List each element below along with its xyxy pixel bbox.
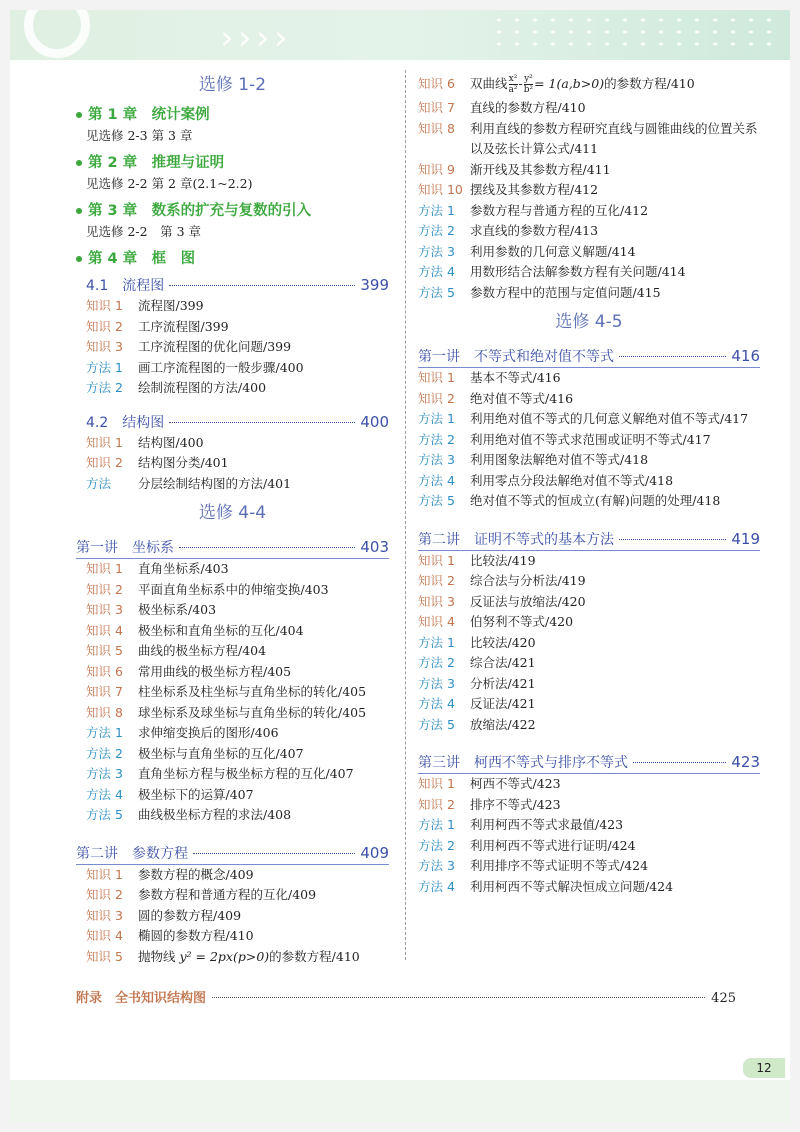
item-label: 方法 1	[418, 411, 455, 426]
dot-leader	[169, 422, 355, 423]
spacer	[418, 735, 760, 743]
bullet-icon	[76, 160, 82, 166]
item-label: 方法 4	[418, 264, 455, 279]
toc-item[interactable]	[418, 856, 760, 877]
spacer	[76, 826, 389, 834]
toc-item[interactable]	[418, 242, 760, 263]
toc-item[interactable]	[76, 337, 389, 358]
item-text: 参数方程中的范围与定值问题/415	[470, 284, 661, 300]
item-text: 结构图/400	[138, 434, 204, 450]
toc-item[interactable]	[76, 600, 389, 621]
toc-item[interactable]	[418, 283, 760, 304]
item-label: 知识 1	[86, 298, 123, 313]
subsection-heading[interactable]	[76, 274, 389, 296]
item-text: 绝对值不等式/416	[470, 390, 574, 406]
item-text: 分层绘制结构图的方法/401	[138, 475, 292, 491]
toc-item[interactable]	[76, 926, 389, 947]
dot-leader	[179, 547, 355, 548]
page-number: 12	[743, 1058, 785, 1078]
toc-item[interactable]	[418, 450, 760, 471]
fraction	[524, 74, 533, 95]
toc-list	[76, 433, 389, 495]
toc-item[interactable]	[76, 559, 389, 580]
item-text: 比较法/419	[470, 552, 536, 568]
toc-item[interactable]	[418, 571, 760, 592]
item-label: 知识 1	[86, 434, 123, 450]
item-label: 知识 3	[86, 339, 123, 354]
toc-item[interactable]	[418, 430, 760, 451]
chapter-title: 第 4 章 框 图	[88, 251, 196, 267]
item-label: 方法 2	[418, 223, 455, 238]
toc-item[interactable]	[418, 551, 760, 572]
bullet-icon	[76, 112, 82, 118]
bullet-icon	[76, 208, 82, 214]
item-label: 方法 5	[86, 807, 123, 822]
item-text: 利用参数的几何意义解题/414	[470, 243, 636, 259]
toc-item[interactable]	[418, 221, 760, 242]
item-label: 方法 5	[418, 284, 455, 300]
toc-item[interactable]	[418, 877, 760, 898]
numerator: y²	[524, 74, 533, 84]
left-column	[76, 70, 389, 967]
chapter-heading[interactable]	[76, 152, 389, 174]
dot-leader	[619, 539, 726, 540]
item-label: 方法 3	[418, 452, 455, 467]
item-text: 综合法与分析法/419	[470, 573, 586, 588]
item-label: 方法 2	[86, 745, 123, 761]
dot-leader	[169, 285, 355, 286]
item-label: 知识 6	[418, 76, 455, 91]
toc-item[interactable]	[418, 368, 760, 389]
item-label: 方法 1	[418, 202, 455, 218]
item-label: 知识 9	[418, 161, 455, 177]
item-label: 知识 3	[418, 593, 455, 609]
item-text: 求直线的参数方程/413	[470, 223, 599, 238]
see-reference: 见选修 2-3 第 3 章	[86, 128, 193, 143]
toc-item[interactable]	[418, 70, 760, 98]
item-label: 知识 5	[86, 948, 123, 964]
item-text: 利用直线的参数方程研究直线与圆锥曲线的位置关系以及弦长计算公式/411	[470, 120, 758, 156]
denominator: b²	[523, 85, 534, 95]
denominator: a²	[508, 85, 518, 95]
item-text: 曲线的极坐标方程/404	[138, 643, 267, 658]
toc-list	[418, 368, 760, 512]
toc-list	[76, 296, 389, 399]
item-label: 方法 3	[86, 766, 123, 781]
item-text: 利用柯西不等式解决恒成立问题/424	[470, 878, 674, 894]
item-label: 知识 1	[86, 561, 123, 576]
item-label: 方法 1	[418, 634, 455, 650]
formula: y² = 2px(p>0)	[179, 948, 270, 964]
item-label: 方法 3	[418, 243, 455, 259]
toc-list	[76, 559, 389, 826]
dot-leader	[212, 997, 705, 998]
item-text-prefix: 抛物线	[138, 948, 180, 964]
item-label: 知识 7	[86, 684, 123, 699]
item-text: 椭圆的参数方程/410	[138, 928, 254, 943]
toc-item[interactable]	[418, 119, 760, 160]
item-text: 渐开线及其参数方程/411	[470, 161, 611, 177]
page	[10, 10, 790, 1122]
item-label: 方法 2	[418, 655, 455, 670]
circle-decoration	[24, 10, 90, 58]
fraction	[509, 74, 518, 95]
toc-item[interactable]	[418, 795, 760, 816]
item-label: 方法 1	[86, 359, 123, 375]
item-label: 知识 4	[86, 622, 123, 638]
column-divider	[405, 70, 406, 960]
chapter-heading[interactable]	[76, 104, 389, 126]
item-text-suffix: 的参数方程/410	[604, 76, 695, 91]
chevron-decoration: ›	[238, 18, 252, 58]
appendix-entry[interactable]	[76, 988, 736, 1010]
page-ref: 423	[731, 753, 760, 771]
item-label: 知识 2	[418, 390, 455, 406]
item-label: 知识 1	[418, 370, 455, 385]
item-text: 极坐标下的运算/407	[138, 786, 254, 802]
item-text: 比较法/420	[470, 634, 536, 650]
page-ref: 425	[711, 991, 736, 1006]
item-label: 知识 2	[418, 573, 455, 588]
item-text: 柱坐标系及柱坐标与直角坐标的转化/405	[138, 684, 367, 699]
page-ref: 416	[731, 347, 760, 365]
item-text-prefix: 双曲线	[470, 76, 508, 91]
item-label: 知识 10	[418, 182, 463, 197]
item-label: 知识 6	[86, 663, 123, 679]
toc-item[interactable]	[76, 474, 389, 495]
toc-item[interactable]	[418, 180, 760, 201]
lecture-heading[interactable]	[76, 536, 389, 559]
item-text: 分析法/421	[470, 675, 536, 691]
item-text: 平面直角坐标系中的伸缩变换/403	[138, 581, 329, 597]
item-text: 利用绝对值不等式求范围或证明不等式/417	[470, 431, 711, 447]
page-ref: 400	[360, 412, 389, 431]
item-text: 反证法与放缩法/420	[470, 593, 586, 609]
item-text: 利用绝对值不等式的几何意义解绝对值不等式/417	[470, 411, 749, 426]
item-label: 方法 1	[86, 725, 123, 740]
item-text: 绝对值不等式的恒成立(有解)问题的处理/418	[470, 493, 721, 508]
item-label: 方法 2	[86, 380, 123, 395]
item-label: 方法 1	[418, 817, 455, 832]
item-text: 直角坐标方程与极坐标方程的互化/407	[138, 766, 354, 781]
item-text: 球坐标系及球坐标与直角坐标的转化/405	[138, 704, 367, 720]
spacer	[418, 512, 760, 520]
toc-item[interactable]	[418, 471, 760, 492]
header-band	[10, 10, 790, 60]
item-label: 方法 4	[418, 472, 455, 488]
item-text: 排序不等式/423	[470, 796, 561, 812]
item-label: 知识 3	[86, 602, 123, 617]
toc-item[interactable]	[76, 621, 389, 642]
item-text: 结构图分类/401	[138, 455, 229, 470]
page-ref: 399	[360, 276, 389, 294]
toc-item[interactable]	[76, 317, 389, 338]
lecture-heading[interactable]	[418, 751, 760, 774]
item-label: 方法 3	[418, 675, 455, 691]
right-column	[418, 70, 760, 897]
item-text: 利用柯西不等式求最值/423	[470, 817, 624, 832]
lecture-title: 第二讲 参数方程	[76, 845, 188, 862]
toc-item[interactable]	[76, 785, 389, 806]
section-title: 选修 4-5	[555, 312, 623, 332]
item-text: 放缩法/422	[470, 716, 536, 732]
item-text: 参数方程与普通方程的互化/412	[470, 202, 649, 218]
item-text: 用数形结合法解参数方程有关问题/414	[470, 264, 686, 279]
toc-item[interactable]	[418, 674, 760, 695]
chevron-decoration: ›	[256, 18, 270, 58]
item-text: 极坐标和直角坐标的互化/404	[138, 622, 304, 638]
item-text: 利用图象法解绝对值不等式/418	[470, 452, 649, 467]
item-text: 利用柯西不等式进行证明/424	[470, 837, 636, 853]
item-label: 方法 3	[418, 858, 455, 873]
toc-item[interactable]	[76, 805, 389, 826]
toc-item[interactable]	[418, 774, 760, 795]
toc-item[interactable]	[76, 906, 389, 927]
item-label: 方法	[86, 475, 112, 491]
chevron-decoration: ›	[274, 18, 288, 58]
toc-item[interactable]	[418, 201, 760, 222]
item-text: 求伸缩变换后的图形/406	[138, 725, 279, 740]
toc-item[interactable]	[76, 641, 389, 662]
chapter-title: 第 1 章 统计案例	[88, 107, 210, 123]
toc-item[interactable]	[76, 744, 389, 765]
toc-item[interactable]	[418, 491, 760, 512]
lecture-heading[interactable]	[76, 842, 389, 865]
chapter-title: 第 2 章 推理与证明	[88, 155, 225, 171]
formula: = 1(a,b>0)	[534, 76, 605, 91]
lecture-heading[interactable]	[418, 528, 760, 551]
subsection-title: 4.2 结构图	[86, 414, 165, 431]
dot-leader	[633, 762, 726, 763]
item-text: 直角坐标系/403	[138, 561, 229, 576]
toc-item[interactable]	[76, 358, 389, 379]
item-text: 基本不等式/416	[470, 370, 561, 385]
item-text: 参数方程的概念/409	[138, 866, 254, 882]
section-title: 选修 1-2	[198, 75, 267, 95]
item-label: 方法 5	[418, 716, 455, 732]
item-text: 曲线极坐标方程的求法/408	[138, 807, 292, 822]
lecture-title: 第一讲 坐标系	[76, 540, 174, 556]
toc-item[interactable]	[76, 682, 389, 703]
toc-item[interactable]	[418, 836, 760, 857]
see-reference: 见选修 2-2 第 3 章	[86, 224, 202, 239]
item-label: 方法 2	[418, 431, 455, 447]
dot-leader	[619, 356, 726, 357]
item-label: 方法 4	[418, 696, 455, 711]
item-label: 知识 5	[86, 643, 123, 658]
page-ref: 403	[360, 538, 389, 556]
item-text: 绘制流程图的方法/400	[138, 380, 267, 395]
toc-item[interactable]	[418, 160, 760, 181]
item-text-suffix: 的参数方程/410	[269, 948, 360, 964]
subsection-title: 4.1 流程图	[86, 278, 165, 294]
item-text: 画工序流程图的一般步骤/400	[138, 359, 304, 375]
item-label: 知识 1	[418, 552, 455, 568]
toc-item[interactable]	[76, 580, 389, 601]
item-text: 工序流程图/399	[138, 318, 229, 334]
toc-item[interactable]	[418, 653, 760, 674]
chapter-title: 第 3 章 数系的扩充与复数的引入	[88, 203, 312, 219]
item-text: 综合法/421	[470, 655, 536, 670]
toc-item[interactable]	[418, 592, 760, 613]
toc-item[interactable]	[76, 885, 389, 906]
item-text: 常用曲线的极坐标方程/405	[138, 663, 292, 679]
item-text: 双曲线 $\frac{\text{x²}}{\text{a²}}$ - $\frac{\text{y²}}{\text{b²}}$ = 1(a,b>0)的参数方程/410	[470, 74, 695, 95]
item-label: 知识 1	[86, 866, 123, 882]
toc-list	[418, 98, 760, 303]
dot-leader	[193, 853, 355, 854]
item-text: 工序流程图的优化问题/399	[138, 339, 292, 354]
toc-item[interactable]	[418, 694, 760, 715]
item-label: 方法 4	[418, 878, 455, 894]
toc-item[interactable]	[76, 703, 389, 724]
item-text: 反证法/421	[470, 696, 536, 711]
item-label: 知识 2	[418, 796, 455, 812]
subsection-heading[interactable]	[76, 411, 389, 433]
toc-list	[76, 865, 389, 947]
item-text: 利用排序不等式证明不等式/424	[470, 858, 649, 873]
item-text: 极坐标系/403	[138, 602, 217, 617]
chapter-heading[interactable]	[76, 248, 389, 270]
item-label: 知识 8	[418, 120, 455, 136]
page-ref: 419	[731, 529, 760, 548]
item-label: 知识 7	[418, 100, 455, 115]
toc-item[interactable]	[76, 723, 389, 744]
toc-item[interactable]	[76, 947, 389, 968]
section-title: 选修 4-4	[198, 503, 267, 523]
toc-item[interactable]	[418, 612, 760, 633]
toc-item[interactable]	[76, 865, 389, 886]
spacer	[76, 399, 389, 407]
see-reference: 见选修 2-2 第 2 章(2.1~2.2)	[86, 176, 253, 191]
page-ref: 409	[360, 843, 389, 862]
item-label: 方法 4	[86, 786, 123, 802]
item-label: 知识 2	[86, 581, 123, 597]
toc-item[interactable]	[418, 633, 760, 654]
item-label: 知识 8	[86, 704, 123, 720]
item-text: 直线的参数方程/410	[470, 100, 586, 115]
toc-item[interactable]	[76, 378, 389, 399]
item-text: 极坐标与直角坐标的互化/407	[138, 745, 304, 761]
item-label: 知识 3	[86, 907, 123, 923]
toc-item[interactable]	[418, 715, 760, 736]
toc-item[interactable]	[418, 98, 760, 119]
numerator: x²	[508, 74, 518, 84]
item-text	[138, 947, 389, 968]
item-text: 柯西不等式/423	[470, 776, 561, 791]
toc-item[interactable]	[76, 433, 389, 454]
item-label: 知识 1	[418, 776, 455, 791]
bullet-icon	[76, 256, 82, 262]
toc-list	[418, 551, 760, 736]
item-text: 流程图/399	[138, 298, 204, 313]
footer-band	[10, 1080, 790, 1122]
toc-item[interactable]	[418, 815, 760, 836]
toc-item[interactable]	[76, 453, 389, 474]
item-label: 知识 4	[86, 928, 123, 943]
lecture-title: 第二讲 证明不等式的基本方法	[418, 531, 614, 548]
toc-item[interactable]	[76, 764, 389, 785]
item-label: 方法 5	[418, 493, 455, 508]
item-label: 知识 2	[86, 318, 123, 334]
item-text: 伯努利不等式/420	[470, 614, 574, 629]
item-label: 知识 4	[418, 614, 455, 629]
toc-item[interactable]	[418, 389, 760, 410]
item-text: 参数方程和普通方程的互化/409	[138, 887, 317, 902]
item-text: 摆线及其参数方程/412	[470, 182, 599, 197]
toc-item[interactable]	[418, 409, 760, 430]
lecture-heading[interactable]	[418, 345, 760, 368]
toc-item[interactable]	[76, 662, 389, 683]
dot-pattern	[490, 14, 780, 54]
toc-item[interactable]	[76, 296, 389, 317]
chapter-heading[interactable]	[76, 200, 389, 222]
item-text: 利用零点分段法解绝对值不等式/418	[470, 472, 674, 488]
lecture-title: 第三讲 柯西不等式与排序不等式	[418, 755, 628, 771]
item-label: 知识 2	[86, 887, 123, 902]
chevron-decoration: ›	[220, 18, 234, 58]
lecture-title: 第一讲 不等式和绝对值不等式	[418, 349, 614, 365]
appendix-title: 附录 全书知识结构图	[76, 991, 207, 1006]
item-label: 知识 2	[86, 455, 123, 470]
item-label: 方法 2	[418, 837, 455, 853]
toc-item[interactable]	[418, 262, 760, 283]
toc-list	[418, 774, 760, 897]
item-text: 圆的参数方程/409	[138, 907, 242, 923]
